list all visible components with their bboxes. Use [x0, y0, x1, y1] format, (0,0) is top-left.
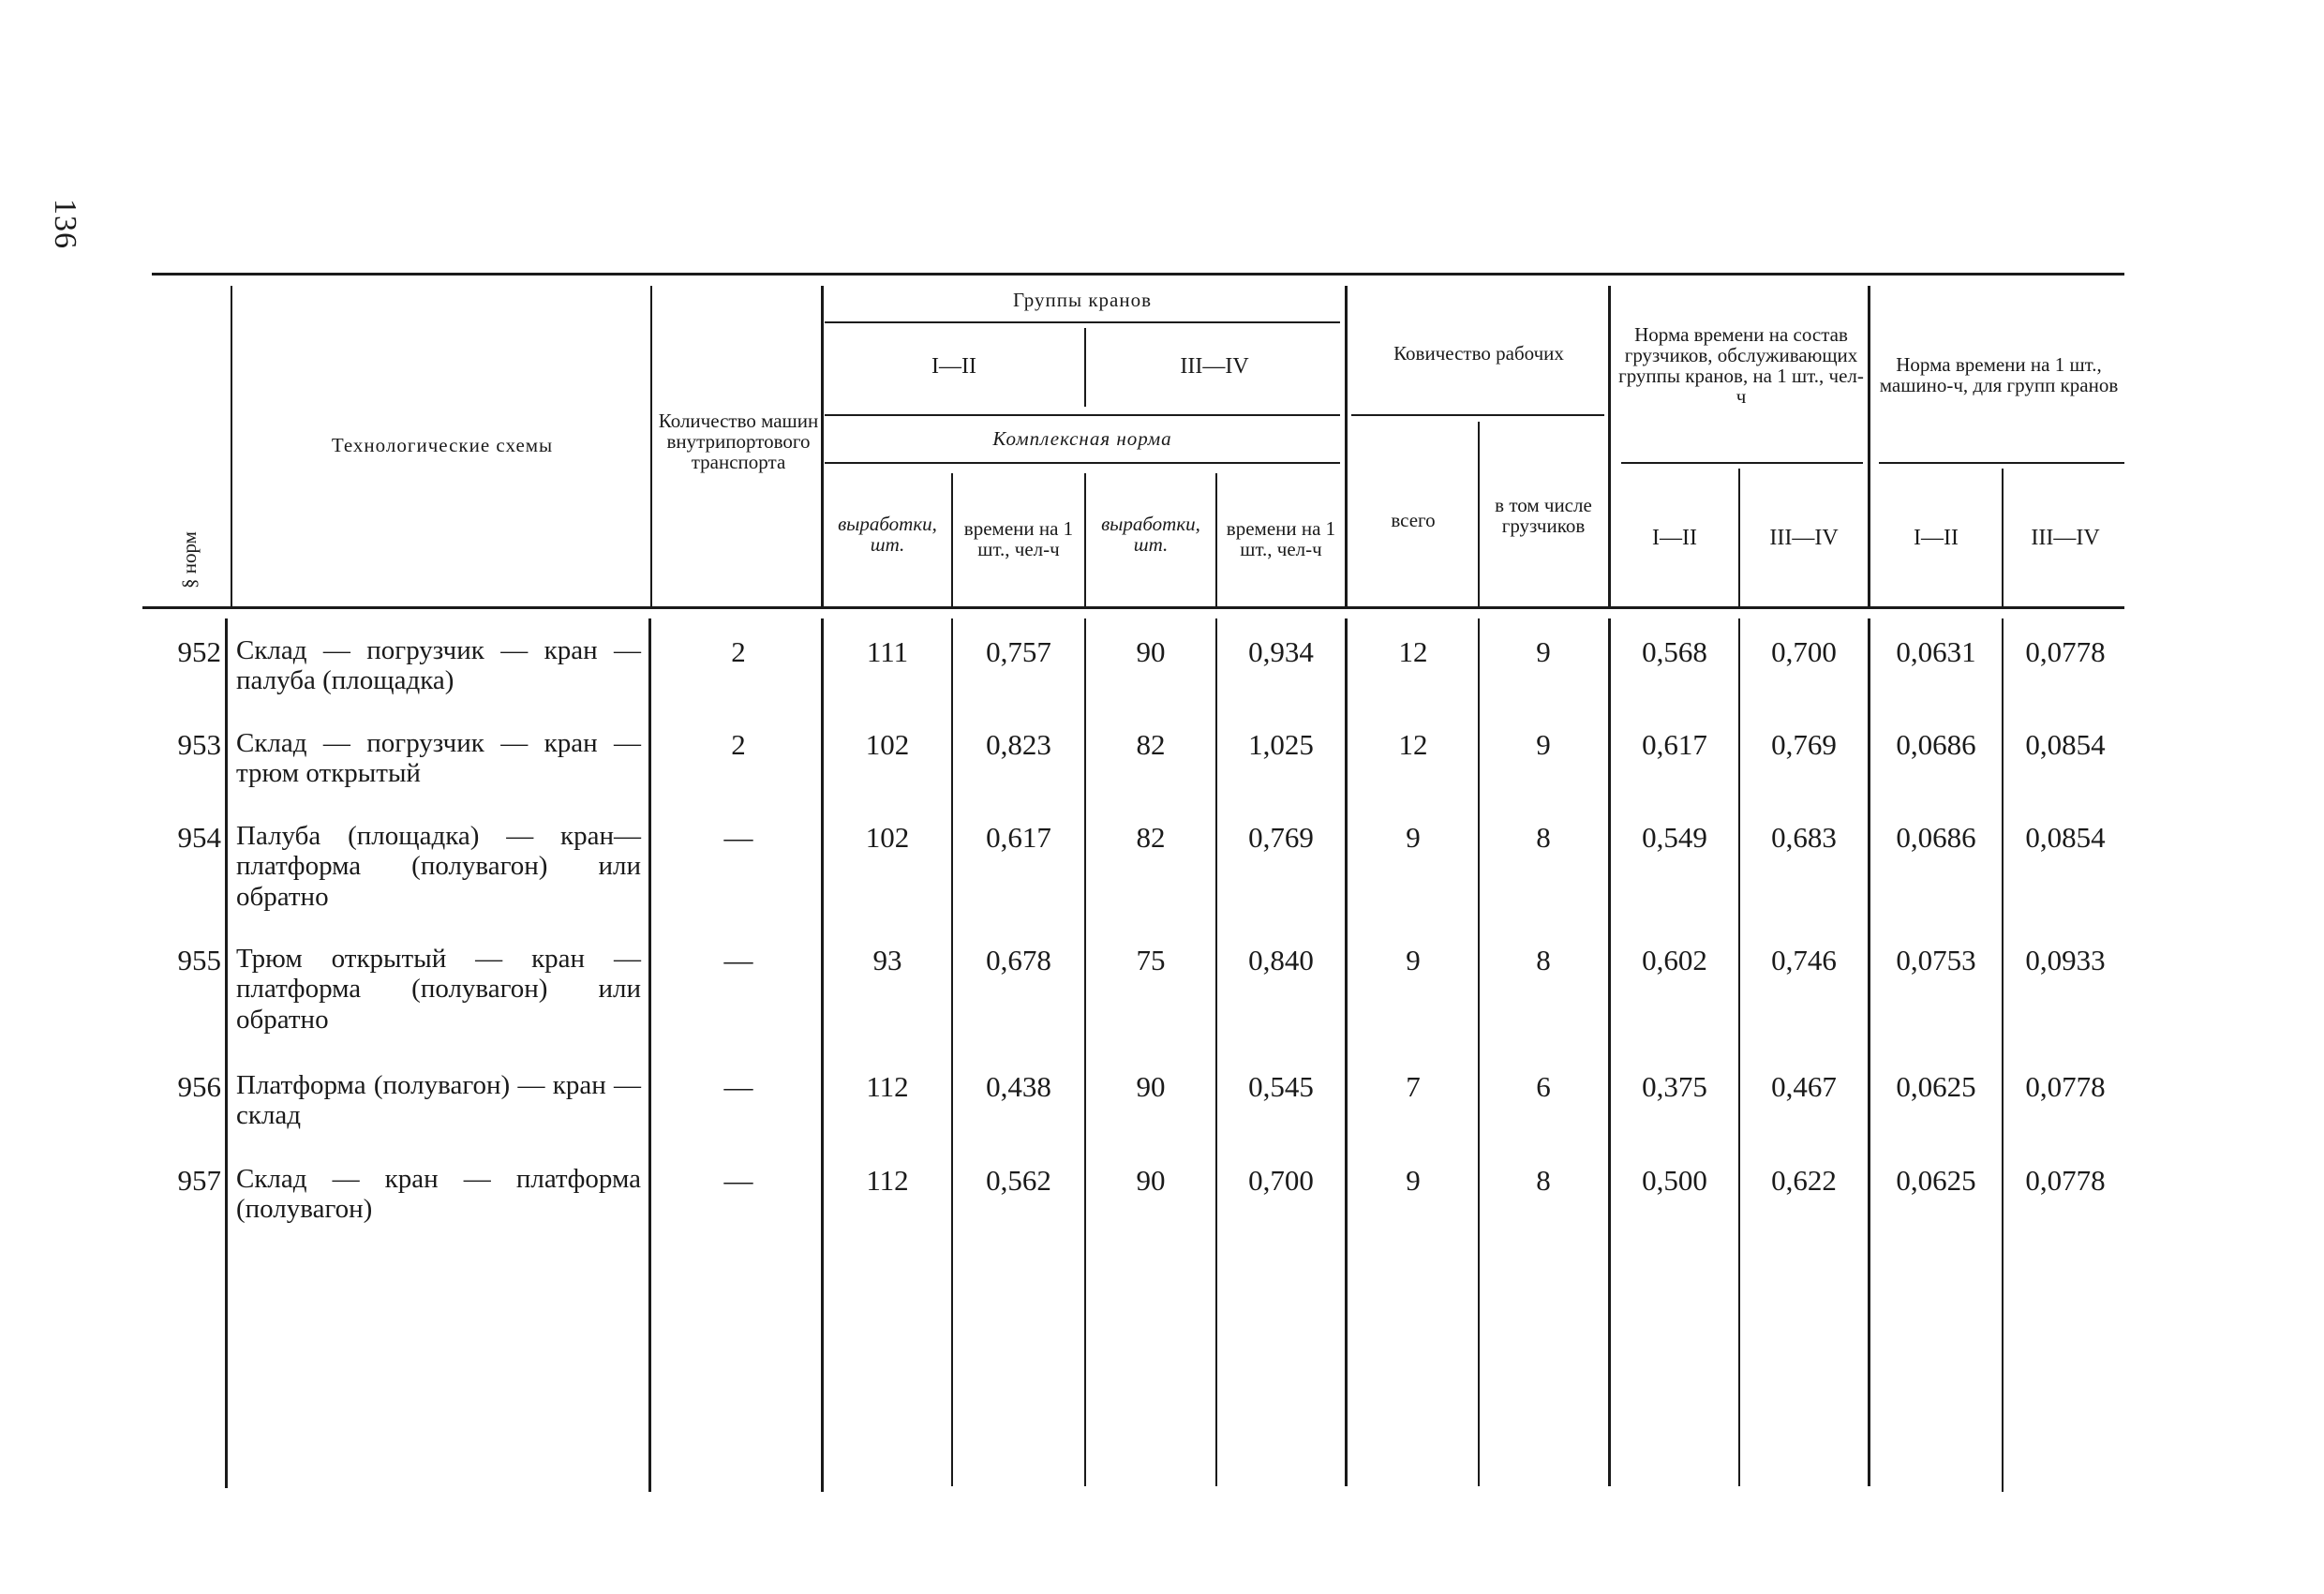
cell-n2: 0,769 — [1771, 728, 1837, 761]
vrule-header — [1084, 473, 1086, 606]
vrule-header — [1345, 286, 1348, 606]
cell-m1: 0,0686 — [1896, 728, 1976, 761]
cell-out2: 75 — [1136, 944, 1166, 976]
norm-machine-header: Норма времени на 1 шт., машино-ч, для групп кранов — [1879, 352, 2119, 396]
cell-time2: 0,840 — [1248, 944, 1314, 976]
cell-time1: 0,823 — [986, 728, 1051, 761]
vrule-header — [1738, 469, 1740, 606]
cell-time2: 0,545 — [1248, 1070, 1314, 1103]
cell-machines: — — [723, 1070, 753, 1103]
vrule-header — [1608, 286, 1611, 606]
cell-n1: 0,602 — [1642, 944, 1707, 976]
scheme-header: Технологические схемы — [331, 433, 554, 456]
technological-scheme: Палуба (площадка) — кран— платформа (полувагон) или обратно — [236, 821, 641, 912]
vrule-header — [951, 473, 953, 606]
cell-m2: 0,0933 — [2025, 944, 2106, 976]
cell-out1: 102 — [865, 728, 910, 761]
header-bottom-rule — [142, 606, 2124, 609]
vrule-body — [648, 618, 651, 1492]
norm-number: 957 — [177, 1164, 221, 1197]
cell-machines: — — [723, 821, 753, 854]
cell-out1: 111 — [866, 635, 909, 668]
cell-n1: 0,375 — [1642, 1070, 1707, 1103]
cell-m2: 0,0778 — [2025, 1070, 2106, 1103]
technological-scheme: Трюм открытый — кран — платформа (полувагон) или обратно — [236, 944, 641, 1035]
cell-n1: 0,568 — [1642, 635, 1707, 668]
cell-loaders: 8 — [1536, 821, 1551, 854]
cell-n1: 0,500 — [1642, 1164, 1707, 1197]
cell-m2: 0,0778 — [2025, 1164, 2106, 1197]
cell-out1: 112 — [866, 1070, 909, 1103]
vrule-header — [2002, 469, 2004, 606]
vrule-header — [1084, 328, 1086, 407]
machines-header: Количество машин внутрипортового транспорта — [658, 409, 819, 474]
cell-m1: 0,0625 — [1896, 1070, 1976, 1103]
cell-m1: 0,0686 — [1896, 821, 1976, 854]
cell-out1: 102 — [865, 821, 910, 854]
vrule-body — [1608, 618, 1611, 1486]
workers-header: Ковичество рабочих — [1393, 341, 1564, 365]
cell-loaders: 9 — [1536, 635, 1551, 668]
cell-time2: 0,934 — [1248, 635, 1314, 668]
norm-machine-group-3-4: III—IV — [2031, 526, 2100, 551]
group-split-rule — [825, 414, 1340, 416]
norm-number: 956 — [177, 1070, 221, 1103]
cell-machines: 2 — [731, 635, 746, 668]
complex-norm-header: Комплексная норма — [992, 426, 1172, 450]
technological-scheme: Платформа (полувагон) — кран — склад — [236, 1070, 641, 1131]
technological-scheme: Склад — кран — платформа (полувагон) — [236, 1164, 641, 1225]
cell-loaders: 8 — [1536, 944, 1551, 976]
cell-time2: 1,025 — [1248, 728, 1314, 761]
group-3-4-header: III—IV — [1180, 354, 1249, 380]
vrule-header — [650, 286, 652, 606]
cell-time1: 0,617 — [986, 821, 1051, 854]
norm-loaders-header: Норма времени на состав грузчиков, обслуживающих группы кранов, на 1 шт., чел-ч — [1618, 322, 1864, 409]
output-header-2: выработки, шт. — [1101, 512, 1200, 556]
vrule-body — [1345, 618, 1348, 1486]
norm-number: 952 — [177, 635, 221, 668]
vrule-body — [821, 618, 824, 1492]
cell-n2: 0,622 — [1771, 1164, 1837, 1197]
cell-total: 12 — [1398, 728, 1428, 761]
cell-time2: 0,769 — [1248, 821, 1314, 854]
cell-n1: 0,617 — [1642, 728, 1707, 761]
vrule-header — [1215, 473, 1217, 606]
cell-m1: 0,0631 — [1896, 635, 1976, 668]
vrule-body — [1868, 618, 1870, 1486]
cell-time1: 0,438 — [986, 1070, 1051, 1103]
cell-out2: 82 — [1136, 728, 1166, 761]
technological-scheme: Склад — погрузчик — кран — палуба (площадка) — [236, 635, 641, 696]
cell-time1: 0,562 — [986, 1164, 1051, 1197]
cell-loaders: 9 — [1536, 728, 1551, 761]
cell-out2: 90 — [1136, 1070, 1166, 1103]
vrule-body — [1478, 618, 1480, 1486]
time-header-2: времени на 1 шт., чел-ч — [1226, 516, 1336, 560]
cell-machines: 2 — [731, 728, 746, 761]
cell-m2: 0,0854 — [2025, 821, 2106, 854]
cell-n1: 0,549 — [1642, 821, 1707, 854]
cell-out2: 82 — [1136, 821, 1166, 854]
norm-loaders-group-3-4: III—IV — [1769, 526, 1839, 551]
cell-total: 9 — [1406, 821, 1421, 854]
table-top-rule — [152, 273, 2124, 276]
norm-number: 953 — [177, 728, 221, 761]
cell-out1: 93 — [872, 944, 902, 976]
vrule-body — [2002, 618, 2004, 1492]
cell-loaders: 6 — [1536, 1070, 1551, 1103]
complex-norm-rule — [825, 462, 1340, 464]
norm-number: 954 — [177, 821, 221, 854]
vrule-body — [1738, 618, 1740, 1486]
crane-groups-header: Группы кранов — [1012, 288, 1153, 311]
cell-time2: 0,700 — [1248, 1164, 1314, 1197]
cell-m1: 0,0625 — [1896, 1164, 1976, 1197]
group-1-2-header: I—II — [931, 354, 976, 380]
vrule-header — [1868, 286, 1870, 606]
cell-n2: 0,683 — [1771, 821, 1837, 854]
crane-groups-rule — [825, 321, 1340, 323]
cell-out1: 112 — [866, 1164, 909, 1197]
vrule-body — [951, 618, 953, 1486]
cell-m2: 0,0778 — [2025, 635, 2106, 668]
cell-total: 9 — [1406, 1164, 1421, 1197]
cell-out2: 90 — [1136, 635, 1166, 668]
technological-scheme: Склад — погрузчик — кран — трюм открытый — [236, 728, 641, 789]
workers-loaders-header: в том числе грузчиков — [1495, 493, 1592, 537]
cell-machines: — — [723, 944, 753, 976]
cell-total: 7 — [1406, 1070, 1421, 1103]
norm-number-header: § норм — [178, 531, 201, 588]
cell-n2: 0,746 — [1771, 944, 1837, 976]
page-number: 136 — [48, 199, 82, 249]
vrule-body — [225, 618, 228, 1488]
cell-n2: 0,467 — [1771, 1070, 1837, 1103]
norm-machine-rule — [1879, 462, 2124, 464]
norm-loaders-group-1-2: I—II — [1652, 526, 1697, 551]
cell-total: 12 — [1398, 635, 1428, 668]
vrule-body — [1084, 618, 1086, 1486]
cell-out2: 90 — [1136, 1164, 1166, 1197]
cell-n2: 0,700 — [1771, 635, 1837, 668]
workers-total-header: всего — [1391, 508, 1436, 531]
vrule-body — [1215, 618, 1217, 1486]
vrule-header — [231, 286, 232, 606]
cell-time1: 0,678 — [986, 944, 1051, 976]
norm-number: 955 — [177, 944, 221, 976]
time-header-1: времени на 1 шт., чел-ч — [963, 516, 1074, 560]
norm-loaders-rule — [1621, 462, 1863, 464]
vrule-header — [1478, 422, 1480, 606]
cell-total: 9 — [1406, 944, 1421, 976]
output-header-1: выработки, шт. — [838, 512, 937, 556]
workers-split-rule — [1351, 414, 1604, 416]
cell-loaders: 8 — [1536, 1164, 1551, 1197]
norm-machine-group-1-2: I—II — [1914, 526, 1959, 551]
cell-m1: 0,0753 — [1896, 944, 1976, 976]
cell-m2: 0,0854 — [2025, 728, 2106, 761]
cell-machines: — — [723, 1164, 753, 1197]
vrule-header — [821, 286, 824, 606]
cell-time1: 0,757 — [986, 635, 1051, 668]
